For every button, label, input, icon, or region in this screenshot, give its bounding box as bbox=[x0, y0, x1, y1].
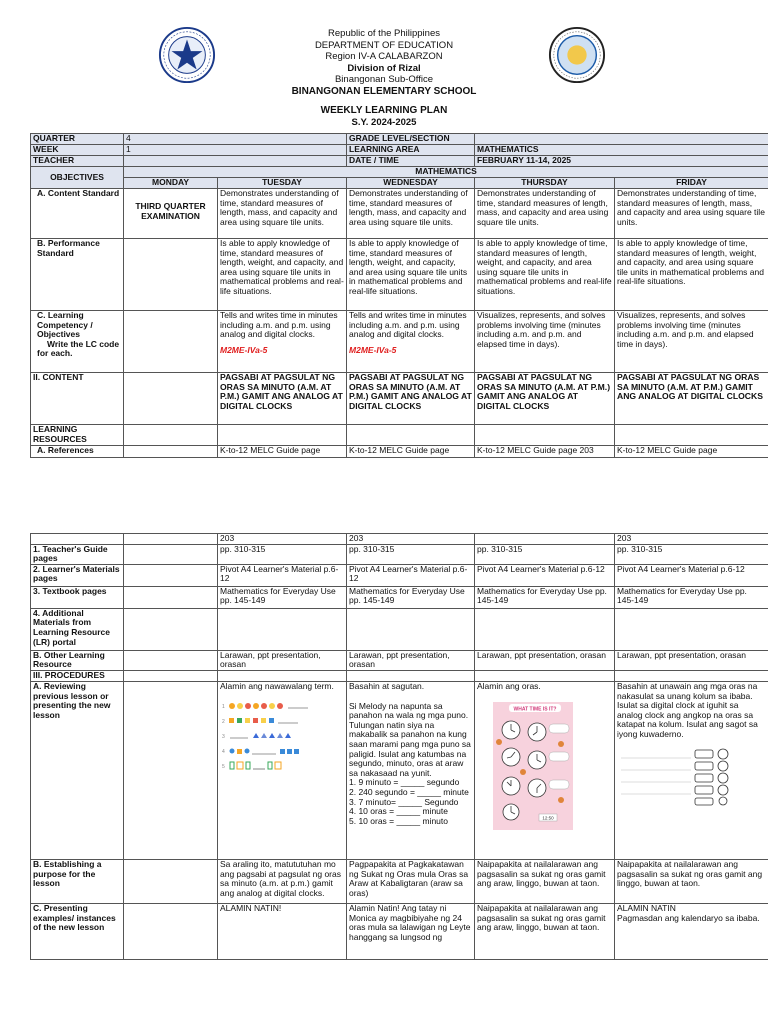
tb-label: 3. Textbook pages bbox=[31, 586, 124, 608]
purpose-tue: Sa araling ito, matututuhan mo ang pagsabi at pagsulat ng oras sa minuto (a.m. at p.m.) gamit ang analog at digital clocks. bbox=[218, 859, 347, 903]
references-tue: K-to-12 MELC Guide page bbox=[218, 446, 347, 458]
region-line: Region IV-A CALABARZON bbox=[325, 51, 443, 62]
other-tue: Larawan, ppt presentation, orasan bbox=[218, 650, 347, 670]
page-num-fri: 203 bbox=[615, 534, 768, 545]
purpose-label: B. Establishing a purpose for the lesson bbox=[31, 859, 124, 903]
present-fri-cell bbox=[615, 903, 768, 959]
content-fri: PAGSABI AT PAGSULAT NG ORAS SA MINUTO (A.M. AT P.M.) GAMIT ANG ANALOG AT DIGITAL CLOCKS bbox=[615, 373, 768, 425]
resources-mon bbox=[124, 425, 218, 446]
republic-line: Republic of the Philippines bbox=[328, 28, 440, 39]
competency-note: Write the LC code for each. bbox=[37, 338, 120, 359]
teacher-label: TEACHER bbox=[31, 156, 124, 167]
content-label: II. CONTENT bbox=[31, 373, 124, 425]
review-thu-cell bbox=[475, 681, 615, 859]
review-wed-item-4: 4. 10 oras = _____ minute bbox=[349, 806, 448, 817]
page-num-wed: 203 bbox=[347, 534, 475, 545]
resources-wed bbox=[347, 425, 475, 446]
svg-text:1: 1 bbox=[222, 703, 225, 710]
tg-mon bbox=[124, 544, 218, 564]
t2-r0-c1 bbox=[124, 534, 218, 545]
lm-tue: Pivot A4 Learner's Material p.6-12 bbox=[218, 564, 347, 586]
references-fri: K-to-12 MELC Guide page bbox=[615, 446, 768, 458]
references-mon bbox=[124, 446, 218, 458]
present-tue: ALAMIN NATIN! bbox=[218, 903, 347, 959]
subject-header: MATHEMATICS bbox=[124, 167, 768, 178]
lm-fri: Pivot A4 Learner's Material p.6-12 bbox=[615, 564, 768, 586]
proc-mon bbox=[124, 670, 218, 681]
tb-mon bbox=[124, 586, 218, 608]
tg-tue: pp. 310-315 bbox=[218, 544, 347, 564]
present-thu: Naipapakita at nailalarawan ang pagsasalin sa sukat ng oras gamit ang araw, linggo, buwan at taon. bbox=[475, 903, 615, 959]
school-year: S.Y. 2024-2025 bbox=[351, 116, 417, 128]
competency-tue-cell bbox=[218, 311, 347, 373]
resources-tue bbox=[218, 425, 347, 446]
content-thu: PAGSABI AT PAGSULAT NG ORAS SA MINUTO (A.M. AT P.M.) GAMIT ANG ANALOG AT DIGITAL CLOCKS bbox=[475, 373, 615, 425]
review-wed-item-1: 1. 9 minuto = _____ segundo bbox=[349, 777, 460, 788]
present-fri-title: ALAMIN NATIN bbox=[617, 903, 676, 913]
date-value: FEBRUARY 11-14, 2025 bbox=[475, 156, 768, 167]
other-mon bbox=[124, 650, 218, 670]
tb-wed: Mathematics for Everyday Use pp. 145-149 bbox=[347, 586, 475, 608]
content-standard-thu: Demonstrates understanding of time, standard measures of length, mass, and capacity and area using square tile units. bbox=[475, 189, 615, 239]
t2-r0-c4 bbox=[475, 534, 615, 545]
references-label: A. References bbox=[31, 446, 124, 458]
purpose-wed: Pagpapakita at Pagkakatawan ng Sukat ng Oras mula Oras sa Araw at Kabaligtaran (araw sa oras) bbox=[347, 859, 475, 903]
lm-mon bbox=[124, 564, 218, 586]
content-mon bbox=[124, 373, 218, 425]
content-standard-wed: Demonstrates understanding of time, standard measures of length, mass, and capacity and area using square tile units. bbox=[347, 189, 475, 239]
department-line: DEPARTMENT OF EDUCATION bbox=[314, 39, 454, 51]
add-thu bbox=[475, 608, 615, 650]
day-header-wednesday: WEDNESDAY bbox=[347, 178, 475, 189]
t2-r0-c0 bbox=[31, 534, 124, 545]
tb-fri: Mathematics for Everyday Use pp. 145-149 bbox=[615, 586, 768, 608]
day-header-thursday: THURSDAY bbox=[475, 178, 615, 189]
day-header-friday: FRIDAY bbox=[615, 178, 768, 189]
tb-tue: Mathematics for Everyday Use pp. 145-149 bbox=[218, 586, 347, 608]
proc-tue bbox=[218, 670, 347, 681]
clock-worksheet-image bbox=[493, 702, 573, 830]
tg-label: 1. Teacher's Guide pages bbox=[31, 544, 124, 564]
school-name: BINANGONAN ELEMENTARY SCHOOL bbox=[291, 85, 477, 97]
tg-wed: pp. 310-315 bbox=[347, 544, 475, 564]
objectives-header: OBJECTIVES bbox=[31, 167, 124, 189]
review-wed-instruction: Basahin at sagutan. bbox=[349, 681, 425, 691]
other-thu: Larawan, ppt presentation, orasan bbox=[475, 650, 615, 670]
day-header-monday: MONDAY bbox=[124, 178, 218, 189]
svg-text:5: 5 bbox=[222, 763, 225, 770]
competency-label-cell bbox=[31, 311, 124, 373]
performance-thu: Is able to apply knowledge of time, standard measures of length, weight, and capacity, and area using square tile units in mathematical problems and real-life situations. bbox=[475, 239, 615, 311]
present-label: C. Presenting examples/ instances of the new lesson bbox=[31, 903, 124, 959]
proc-wed bbox=[347, 670, 475, 681]
review-mon bbox=[124, 681, 218, 859]
division-line: Division of Rizal bbox=[347, 62, 421, 74]
present-fri-text: Pagmasdan ang kalendaryo sa ibaba. bbox=[617, 912, 760, 923]
content-standard-fri: Demonstrates understanding of time, standard measures of length, mass, and capacity and area using square tile units. bbox=[615, 189, 768, 239]
suboffice-line: Binangonan Sub-Office bbox=[334, 74, 434, 85]
add-wed bbox=[347, 608, 475, 650]
present-wed: Alamin Natin! Ang tatay ni Monica ay magbibiyahe ng 24 oras mula sa lalawigan ng Leyte hanggang sa lungsod ng bbox=[347, 903, 475, 959]
review-wed-item-2: 2. 240 segundo = _____ minute bbox=[349, 786, 469, 797]
tg-thu: pp. 310-315 bbox=[475, 544, 615, 564]
review-wed-item-5: 5. 10 oras = _____ minuto bbox=[349, 815, 448, 826]
resources-fri bbox=[615, 425, 768, 446]
proc-thu bbox=[475, 670, 615, 681]
purpose-mon bbox=[124, 859, 218, 903]
svg-text:2: 2 bbox=[222, 718, 225, 725]
procedures-label: III. PROCEDURES bbox=[31, 670, 124, 681]
review-wed-item-3: 3. 7 minuto= _____ Segundo bbox=[349, 796, 459, 807]
purpose-fri: Naipapakita at nailalarawan ang pagsasalin sa sukat ng oras gamit ang linggo, buwan at taon. bbox=[615, 859, 768, 903]
worksheet-title: WHAT TIME IS IT? bbox=[513, 706, 557, 713]
page-num-tue: 203 bbox=[218, 534, 347, 545]
review-label: A. Reviewing previous lesson or presenting the new lesson bbox=[31, 681, 124, 859]
competency-label: C. Learning Competency / Objectives bbox=[37, 310, 93, 340]
lc-code-wed: M2ME-IVa-5 bbox=[349, 344, 397, 355]
add-mon bbox=[124, 608, 218, 650]
performance-wed: Is able to apply knowledge of time, standard measures of length, weight, and capacity, and area using square tile units in mathematical problems and real-life situations. bbox=[347, 239, 475, 311]
document-header bbox=[0, 28, 768, 128]
review-thu: Alamin ang oras. bbox=[477, 681, 541, 691]
review-fri-cell bbox=[615, 681, 768, 859]
tb-thu: Mathematics for Everyday Use pp. 145-149 bbox=[475, 586, 615, 608]
competency-tue: Tells and writes time in minutes including a.m. and p.m. using analog and digital clocks. bbox=[220, 310, 338, 340]
lm-label: 2. Learner's Materials pages bbox=[31, 564, 124, 586]
quarter-value: 4 bbox=[124, 134, 347, 145]
lc-code-tue: M2ME-IVa-5 bbox=[220, 344, 268, 355]
references-thu: K-to-12 MELC Guide page 203 bbox=[475, 446, 615, 458]
performance-fri: Is able to apply knowledge of time, standard measures of length, weight, and capacity, and area using square tile units in mathematical problems and real-life situations. bbox=[615, 239, 768, 311]
review-wed-cell bbox=[347, 681, 475, 859]
other-label: B. Other Learning Resource bbox=[31, 650, 124, 670]
tg-fri: pp. 310-315 bbox=[615, 544, 768, 564]
content-tue: PAGSABI AT PAGSULAT NG ORAS SA MINUTO (A.M. AT P.M.) GAMIT ANG ANALOG AT DIGITAL CLOCKS bbox=[218, 373, 347, 425]
proc-fri bbox=[615, 670, 768, 681]
competency-wed-cell bbox=[347, 311, 475, 373]
purpose-thu: Naipapakita at nailalarawan ang pagsasalin sa sukat ng oras gamit ang araw, linggo, buwan at taon. bbox=[475, 859, 615, 903]
present-mon bbox=[124, 903, 218, 959]
quarter-label: QUARTER bbox=[31, 134, 124, 145]
resources-label: LEARNING RESOURCES bbox=[31, 425, 124, 446]
review-tue: Alamin ang nawawalang term. bbox=[220, 681, 334, 691]
svg-text:4: 4 bbox=[222, 748, 225, 755]
other-wed: Larawan, ppt presentation, orasan bbox=[347, 650, 475, 670]
competency-mon bbox=[124, 311, 218, 373]
worksheet-tag: 12:50 bbox=[542, 815, 554, 821]
lm-wed: Pivot A4 Learner's Material p.6-12 bbox=[347, 564, 475, 586]
review-wed-story: Si Melody na napunta sa panahon na wala ng mga puno. Tulungan natin siya na makabalik sa panahon na kung saan marami pang mga puno sa paligid. Isulat ang katumbas na segundo, minuto, oras at araw sa nakasaad na yunit. bbox=[349, 700, 471, 778]
plan-title: WEEKLY LEARNING PLAN bbox=[320, 105, 448, 116]
review-tue-cell bbox=[218, 681, 347, 859]
svg-text:3: 3 bbox=[222, 733, 225, 740]
add-tue bbox=[218, 608, 347, 650]
other-fri: Larawan, ppt presentation, orasan bbox=[615, 650, 768, 670]
teacher-value bbox=[124, 156, 347, 167]
content-standard-tue: Demonstrates understanding of time, standard measures of length, mass, and capacity and area using square tile units. bbox=[218, 189, 347, 239]
monday-exam-note: THIRD QUARTER EXAMINATION bbox=[124, 189, 218, 239]
date-label: DATE / TIME bbox=[347, 156, 475, 167]
lm-thu: Pivot A4 Learner's Material p.6-12 bbox=[475, 564, 615, 586]
add-fri bbox=[615, 608, 768, 650]
resources-thu bbox=[475, 425, 615, 446]
performance-mon bbox=[124, 239, 218, 311]
learning-plan-table-2 bbox=[30, 533, 768, 960]
learning-plan-table-1 bbox=[30, 133, 768, 458]
references-wed: K-to-12 MELC Guide page bbox=[347, 446, 475, 458]
competency-thu: Visualizes, represents, and solves problems involving time (minutes including a.m. and p.m. and elapsed time in days). bbox=[475, 311, 615, 373]
competency-fri: Visualizes, represents, and solves problems involving time (minutes including a.m. and p.m. and elapsed time in days). bbox=[615, 311, 768, 373]
content-standard-label: A. Content Standard bbox=[31, 189, 124, 239]
review-fri: Basahin at unawain ang mga oras na nakasulat sa unang kolum sa ibaba. Isulat sa digital clock at iguhit sa analog clock ang angkop na oras sa katapat na kolum. Isulat ang sagot sa iyong kuwaderno. bbox=[617, 681, 758, 739]
additional-label: 4. Additional Materials from Learning Resource (LR) portal bbox=[31, 608, 124, 650]
performance-standard-label: B. Performance Standard bbox=[31, 239, 124, 311]
competency-wed: Tells and writes time in minutes including a.m. and p.m. using analog and digital clocks. bbox=[349, 310, 467, 340]
area-label: LEARNING AREA bbox=[347, 145, 475, 156]
week-label: WEEK bbox=[31, 145, 124, 156]
time-table-worksheet-image bbox=[617, 746, 737, 806]
pattern-sequence-image bbox=[220, 698, 320, 774]
grade-value bbox=[475, 134, 768, 145]
content-wed: PAGSABI AT PAGSULAT NG ORAS SA MINUTO (A.M. AT P.M.) GAMIT ANG ANALOG AT DIGITAL CLOCKS bbox=[347, 373, 475, 425]
grade-label: GRADE LEVEL/SECTION bbox=[347, 134, 475, 145]
week-value: 1 bbox=[124, 145, 347, 156]
performance-tue: Is able to apply knowledge of time, standard measures of length, weight, and capacity, and area using square tile units in mathematical problems and real-life situations. bbox=[218, 239, 347, 311]
day-header-tuesday: TUESDAY bbox=[218, 178, 347, 189]
area-value: MATHEMATICS bbox=[475, 145, 768, 156]
